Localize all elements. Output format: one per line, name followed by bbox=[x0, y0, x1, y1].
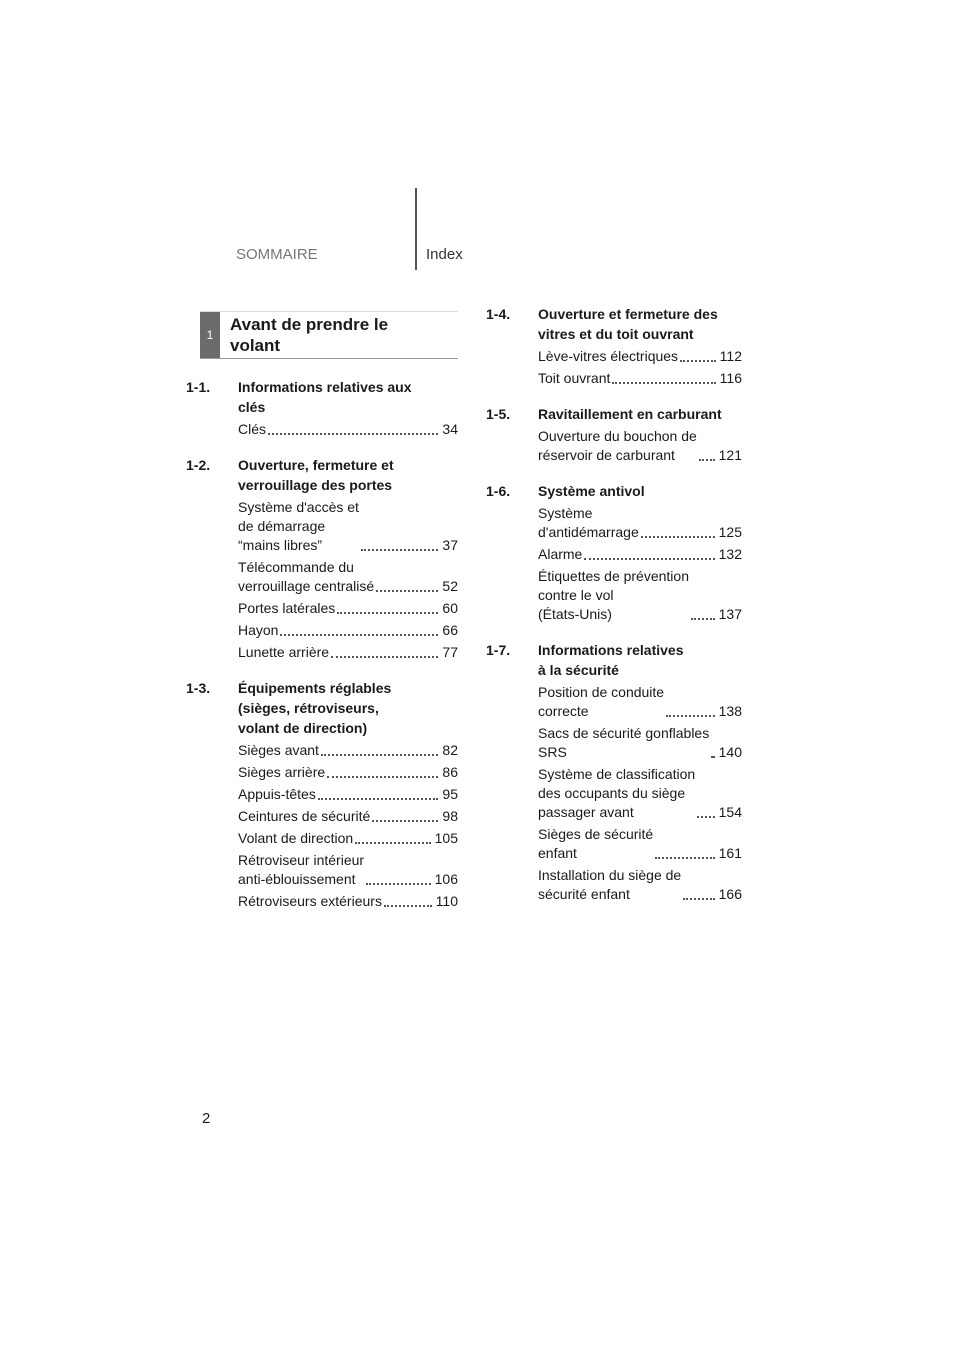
toc-section bbox=[486, 481, 742, 624]
toc-entry[interactable] bbox=[238, 741, 458, 760]
entry-label: Rétroviseur intérieur anti-éblouissement bbox=[238, 852, 365, 887]
entry-page-number: 154 bbox=[718, 804, 742, 820]
entry-page-number: 125 bbox=[718, 524, 742, 540]
toc-entry[interactable] bbox=[538, 504, 742, 542]
entry-label: Sacs de sécurité gonflables SRS bbox=[538, 725, 710, 760]
entry-page-number: 82 bbox=[442, 742, 458, 758]
entry-page-number: 161 bbox=[718, 845, 742, 861]
section-number: 1-5. bbox=[486, 406, 511, 422]
dot-leader bbox=[697, 816, 714, 818]
dot-leader bbox=[699, 459, 715, 461]
entry-page-number: 166 bbox=[718, 886, 742, 902]
entry-page-number: 112 bbox=[719, 348, 742, 364]
dot-leader bbox=[337, 612, 438, 614]
dot-leader bbox=[318, 798, 439, 800]
entry-label: Système d'accès et de démarrage “mains libres” bbox=[238, 499, 359, 553]
entry-label: Ouverture du bouchon de réservoir de carburant bbox=[538, 428, 697, 463]
entry-page-number: 116 bbox=[719, 370, 742, 386]
toc-section bbox=[186, 377, 458, 439]
entry-label: Rétroviseurs extérieurs bbox=[238, 893, 382, 909]
chapter-header bbox=[200, 311, 458, 359]
dot-leader bbox=[384, 905, 432, 907]
dot-leader bbox=[641, 536, 715, 538]
section-title: Ravitaillement en carburant bbox=[538, 406, 722, 422]
toc-entry[interactable] bbox=[238, 621, 458, 640]
toc-entry[interactable] bbox=[238, 498, 458, 555]
entry-page-number: 98 bbox=[442, 808, 458, 824]
page-number: 2 bbox=[202, 1110, 211, 1127]
toc-entry[interactable] bbox=[238, 599, 458, 618]
entry-page-number: 106 bbox=[434, 871, 458, 887]
dot-leader bbox=[372, 820, 438, 822]
entry-page-number: 34 bbox=[442, 421, 458, 437]
toc-entry[interactable] bbox=[538, 545, 742, 564]
dot-leader bbox=[691, 618, 715, 620]
toc-entry[interactable] bbox=[538, 347, 742, 366]
dot-leader bbox=[711, 756, 714, 758]
section-heading bbox=[486, 404, 742, 424]
dot-leader bbox=[366, 883, 431, 885]
section-number: 1-1. bbox=[186, 379, 211, 395]
toc-section bbox=[186, 678, 458, 911]
toc-entry[interactable] bbox=[538, 369, 742, 388]
section-title: Équipements réglables (sièges, rétroviseurs, volant de direction) bbox=[238, 680, 392, 736]
dot-leader bbox=[612, 382, 715, 384]
entry-label: Appuis-têtes bbox=[238, 786, 316, 802]
toc-column-right bbox=[486, 304, 742, 920]
entry-page-number: 60 bbox=[442, 600, 458, 616]
section-heading bbox=[486, 481, 742, 501]
toc-column-left bbox=[186, 377, 458, 927]
toc-entry[interactable] bbox=[238, 558, 458, 596]
dot-leader bbox=[376, 590, 438, 592]
section-title: Informations relatives aux clés bbox=[238, 379, 412, 415]
section-heading bbox=[186, 377, 458, 417]
toc-entry[interactable] bbox=[538, 567, 742, 624]
section-title: Système antivol bbox=[538, 483, 645, 499]
toc-entry[interactable] bbox=[538, 427, 742, 465]
entry-label: Installation du siège de sécurité enfant bbox=[538, 867, 682, 902]
dot-leader bbox=[331, 656, 438, 658]
toc-entry[interactable] bbox=[538, 866, 742, 904]
entry-label: Clés bbox=[238, 421, 267, 437]
entry-label: Système d'antidémarrage bbox=[538, 505, 639, 540]
entry-page-number: 66 bbox=[442, 622, 458, 638]
toc-entry[interactable] bbox=[538, 683, 742, 721]
entry-label: Sièges avant bbox=[238, 742, 319, 758]
section-number: 1-7. bbox=[486, 642, 511, 658]
section-number: 1-3. bbox=[186, 680, 211, 696]
toc-entry[interactable] bbox=[538, 765, 742, 822]
section-title: Informations relatives à la sécurité bbox=[538, 642, 684, 678]
dot-leader bbox=[584, 558, 714, 560]
chapter-number: 1 bbox=[200, 312, 220, 358]
toc-entry[interactable] bbox=[238, 420, 458, 439]
entry-page-number: 140 bbox=[718, 744, 742, 760]
entry-page-number: 52 bbox=[442, 578, 458, 594]
toc-entry[interactable] bbox=[538, 825, 742, 863]
dot-leader bbox=[655, 857, 714, 859]
dot-leader bbox=[683, 898, 714, 900]
entry-label: Ceintures de sécurité bbox=[238, 808, 371, 824]
section-heading bbox=[486, 640, 742, 680]
entry-label: Étiquettes de prévention contre le vol (États-Unis) bbox=[538, 568, 689, 622]
toc-section bbox=[486, 640, 742, 904]
dot-leader bbox=[280, 634, 438, 636]
toc-entry[interactable] bbox=[238, 763, 458, 782]
entry-page-number: 86 bbox=[442, 764, 458, 780]
entry-page-number: 105 bbox=[434, 830, 458, 846]
entry-label: Lève-vitres électriques bbox=[538, 348, 679, 364]
entry-label: Sièges arrière bbox=[238, 764, 326, 780]
entry-page-number: 110 bbox=[435, 893, 458, 909]
section-number: 1-2. bbox=[186, 457, 211, 473]
toc-section bbox=[486, 404, 742, 465]
section-heading bbox=[486, 304, 742, 344]
toc-entry[interactable] bbox=[238, 643, 458, 662]
section-title: Ouverture et fermeture des vitres et du toit ouvrant bbox=[538, 306, 718, 342]
dot-leader bbox=[327, 776, 438, 778]
entry-page-number: 132 bbox=[718, 546, 742, 562]
section-heading bbox=[186, 678, 458, 738]
dot-leader bbox=[680, 360, 716, 362]
sommaire-link[interactable]: SOMMAIRE bbox=[236, 246, 318, 263]
dot-leader bbox=[666, 715, 715, 717]
entry-page-number: 77 bbox=[442, 644, 458, 660]
toc-entry[interactable] bbox=[238, 807, 458, 826]
toc-section bbox=[186, 455, 458, 662]
entry-label: Sièges de sécurité enfant bbox=[538, 826, 654, 861]
toc-section bbox=[486, 304, 742, 388]
toc-entry[interactable] bbox=[238, 785, 458, 804]
section-number: 1-4. bbox=[486, 306, 511, 322]
entry-label: Portes latérales bbox=[238, 600, 336, 616]
toc-entry[interactable] bbox=[238, 892, 458, 911]
dot-leader bbox=[268, 433, 438, 435]
toc-entry[interactable] bbox=[238, 829, 458, 848]
entry-page-number: 37 bbox=[442, 537, 458, 553]
entry-page-number: 138 bbox=[718, 703, 742, 719]
entry-label: Volant de direction bbox=[238, 830, 354, 846]
entry-page-number: 137 bbox=[718, 606, 742, 622]
toc-entry[interactable] bbox=[238, 851, 458, 889]
dot-leader bbox=[355, 842, 430, 844]
section-title: Ouverture, fermeture et verrouillage des portes bbox=[238, 457, 394, 493]
nav-divider bbox=[415, 188, 417, 270]
dot-leader bbox=[321, 754, 438, 756]
section-number: 1-6. bbox=[486, 483, 511, 499]
toc-entry[interactable] bbox=[538, 724, 742, 762]
entry-label: Système de classification des occupants du siège passager avant bbox=[538, 766, 696, 820]
dot-leader bbox=[361, 549, 438, 551]
entry-page-number: 121 bbox=[718, 447, 742, 463]
entry-page-number: 95 bbox=[442, 786, 458, 802]
chapter-title: Avant de prendre le volant bbox=[230, 315, 389, 355]
entry-label: Alarme bbox=[538, 546, 583, 562]
entry-label: Télécommande du verrouillage centralisé bbox=[238, 559, 375, 594]
entry-label: Toit ouvrant bbox=[538, 370, 611, 386]
section-heading bbox=[186, 455, 458, 495]
index-link[interactable]: Index bbox=[426, 246, 463, 263]
entry-label: Position de conduite correcte bbox=[538, 684, 665, 719]
entry-label: Lunette arrière bbox=[238, 644, 330, 660]
entry-label: Hayon bbox=[238, 622, 279, 638]
